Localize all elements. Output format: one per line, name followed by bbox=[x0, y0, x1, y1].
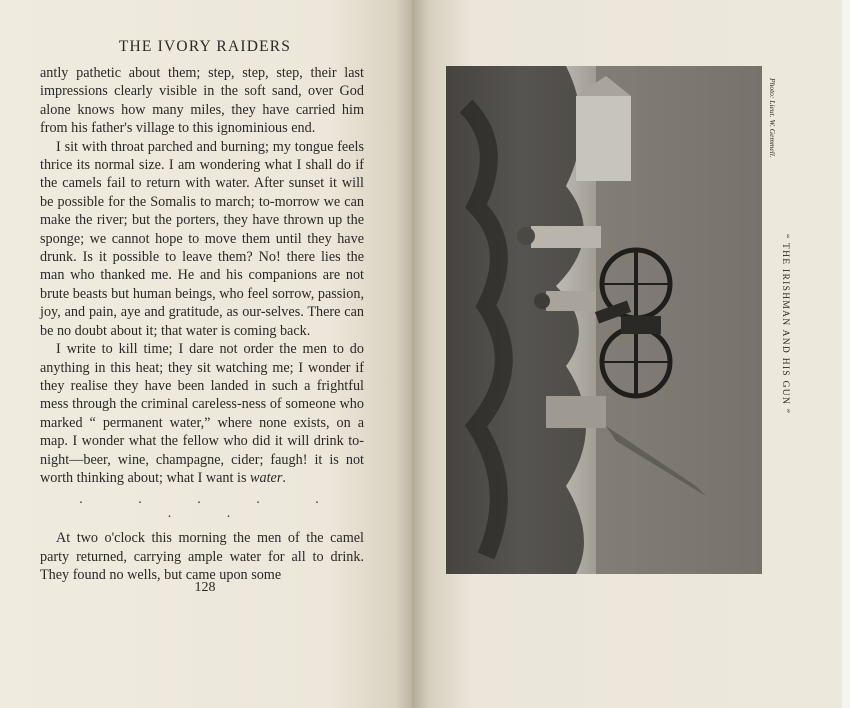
page-edge bbox=[842, 0, 850, 708]
paragraph-4: At two o'clock this morning the men of the camel party returned, carrying ample water for all to drink. They found no wells, but came upon some bbox=[40, 530, 364, 584]
left-page bbox=[0, 0, 412, 708]
photograph-image bbox=[446, 66, 762, 574]
running-head: THE IVORY RAIDERS bbox=[118, 38, 292, 55]
closing-period: . bbox=[282, 469, 286, 486]
page-number: 128 bbox=[194, 580, 216, 595]
photograph-plate bbox=[446, 66, 762, 574]
emphasis-word: water bbox=[250, 469, 283, 486]
plate-caption: “ THE IRISHMAN AND HIS GUN ” bbox=[780, 234, 790, 415]
section-break: . . . . . . . bbox=[79, 492, 345, 522]
photo-credit: Photo: Lieut. W. Gemmell. bbox=[768, 78, 777, 158]
body-text bbox=[40, 64, 364, 585]
paragraph-3 bbox=[40, 340, 364, 487]
paragraph-1: antly pathetic about them; step, step, step, their last impressions clearly visible in the soft sand, over God alone knows how many miles, they have carried him from his father's village to this ignominious end. bbox=[40, 65, 364, 137]
paragraph-3-text: I write to kill time; I dare not order the men to do anything in this heat; they sit watching me; I wonder if they realise they have been landed in such a frightful mess through the criminal careless-ness of someone who marked “ permanent water,” where none exists, on a map. I wonder what the fellow who did it will drink to-night—beer, wine, champagne, cider; faugh! it is not worth thinking about; what I want is bbox=[40, 341, 364, 486]
paragraph-2: I sit with throat parched and burning; my tongue feels thrice its normal size. I am wondering what I shall do if the camels fail to return with water. After sunset it will be possible for the Somalis to march; to-morrow we can make the river; but the porters, they have thrown up the sponge; we cannot hope to move them until they have drunk. Is it possible to leave them? No! there lies the man who thanked me. He and his companions are not brute beasts but human beings, who feel sorrow, passion, joy, and pain, aye and gratitude, as our-selves. There can be no doubt about it; that water is coming back. bbox=[40, 138, 364, 339]
